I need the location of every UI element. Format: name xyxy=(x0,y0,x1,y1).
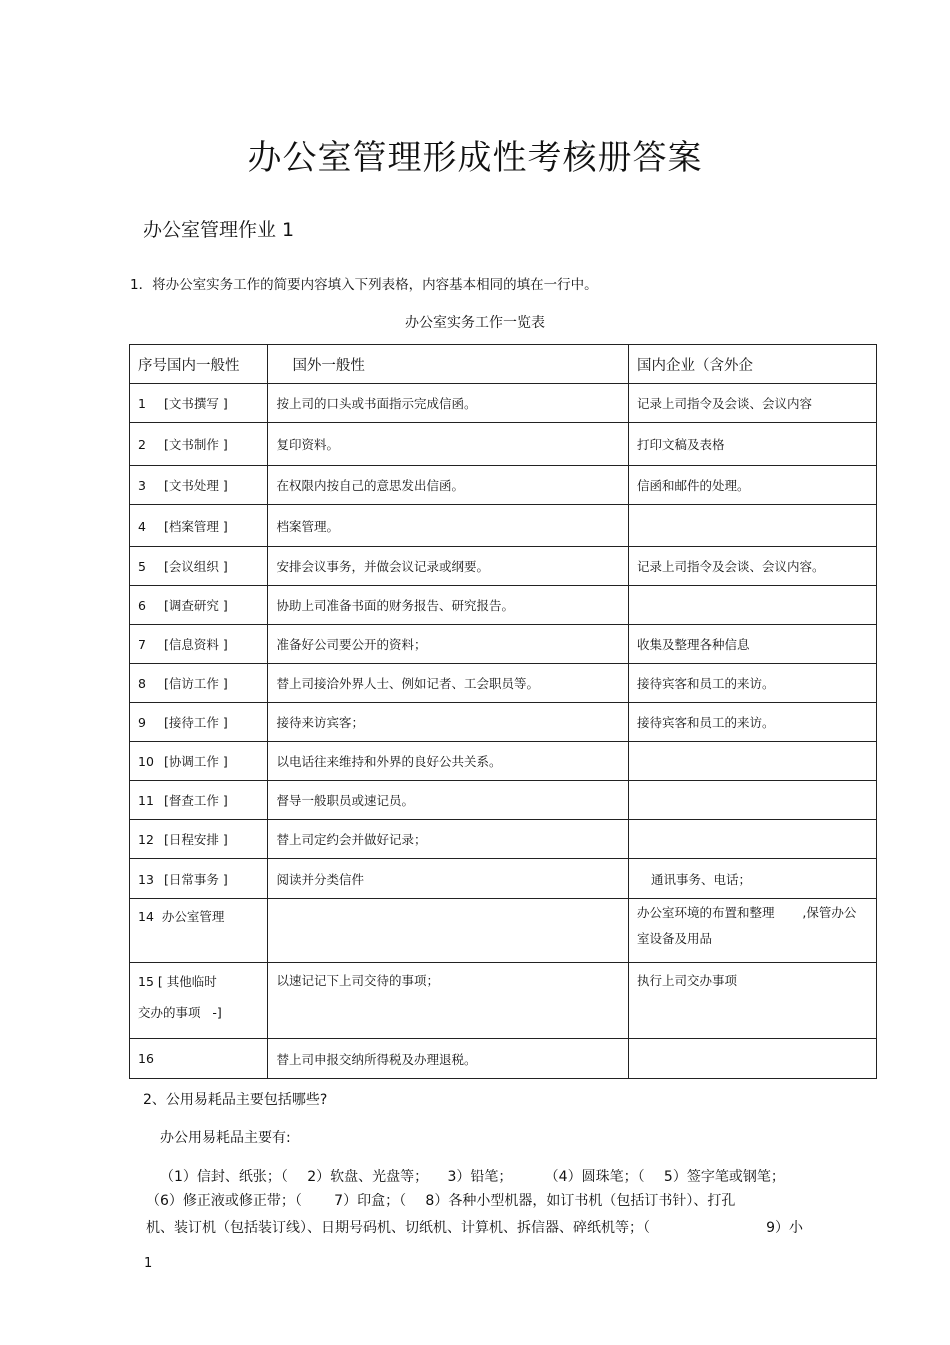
row-item: [信息资料 ] xyxy=(164,637,228,652)
table-row xyxy=(130,466,877,505)
row-number: 4 xyxy=(138,518,146,534)
header-cell-domestic-enterprise: 国内企业（含外企 xyxy=(629,345,877,384)
row-item: [文书撰写 ] xyxy=(164,396,228,411)
cell-domestic: 收集及整理各种信息 xyxy=(629,625,877,664)
row-item: [会议组织 ] xyxy=(164,559,228,574)
row-number: 13 xyxy=(138,871,154,887)
row-item: [信访工作 ] xyxy=(164,676,228,691)
cell-item xyxy=(130,423,268,466)
row-number: 8 xyxy=(138,676,146,691)
cell-foreign xyxy=(268,1039,629,1079)
cell-text-line: 办公室环境的布置和整理 ,保管办公 xyxy=(637,905,857,920)
cell-foreign xyxy=(268,466,629,505)
row-item: [接待工作 ] xyxy=(164,715,228,730)
cell-domestic xyxy=(629,781,877,820)
cell-foreign: 准备好公司要公开的资料； xyxy=(268,625,629,664)
cell-foreign xyxy=(268,505,629,547)
cell-text: 替上司申报交纳所得税及办理退税。 xyxy=(276,1051,477,1067)
cell-foreign: 复印资料。 xyxy=(268,423,629,466)
table-caption: 办公室实务工作一览表 xyxy=(405,315,545,331)
answer-line: 机、装订机（包括装订线）、日期号码机、切纸机、计算机、拆信器、碎纸机等；（ 9）小 xyxy=(146,1220,804,1236)
row-item: [日常事务 ] xyxy=(164,871,228,887)
cell-text-line: 室设备及用品 xyxy=(637,931,713,946)
answer-line: （6）修正液或修正带；（ 7）印盒；（ 8）各种小型机器，如订书机（包括订书针）、打孔 xyxy=(146,1193,736,1209)
row-number: 16 xyxy=(138,1051,154,1066)
cell-foreign: 接待来访宾客； xyxy=(268,703,629,742)
cell-domestic xyxy=(629,820,877,859)
cell-text: 档案管理。 xyxy=(276,518,339,534)
cell-domestic xyxy=(629,1039,877,1079)
cell-item xyxy=(130,899,268,963)
row-item: [文书处理 ] xyxy=(164,478,228,493)
table-row xyxy=(130,547,877,586)
row-number: 1 xyxy=(138,396,146,411)
table-row xyxy=(130,505,877,547)
page-number: 1 xyxy=(144,1256,153,1271)
cell-domestic xyxy=(629,859,877,899)
cell-domestic: 接待宾客和员工的来访。 xyxy=(629,664,877,703)
answer-intro: 办公用易耗品主要有: xyxy=(160,1130,291,1146)
cell-item xyxy=(130,703,268,742)
cell-item xyxy=(130,466,268,505)
cell-domestic xyxy=(629,742,877,781)
cell-item xyxy=(130,547,268,586)
question-2: 2、公用易耗品主要包括哪些? xyxy=(143,1092,328,1108)
row-number: 9 xyxy=(138,715,146,730)
row-item: [文书制作 ] xyxy=(164,437,228,452)
cell-item xyxy=(130,963,268,1039)
cell-domestic xyxy=(629,899,877,963)
row-number: 14 xyxy=(138,909,154,924)
row-number: 6 xyxy=(138,598,146,613)
table-row xyxy=(130,625,877,664)
cell-foreign: 督导一般职员或速记员。 xyxy=(268,781,629,820)
cell-foreign: 协助上司准备书面的财务报告、研究报告。 xyxy=(268,586,629,625)
cell-foreign xyxy=(268,899,629,963)
header-label: 国外一般性 xyxy=(292,357,365,374)
row-number: 2 xyxy=(138,437,146,452)
row-number: 3 xyxy=(138,478,146,493)
cell-item xyxy=(130,742,268,781)
cell-foreign: 以速记记下上司交待的事项； xyxy=(268,963,629,1039)
table-row xyxy=(130,384,877,423)
table-row xyxy=(130,742,877,781)
work-overview-table xyxy=(129,344,877,1079)
cell-item xyxy=(130,505,268,547)
row-item-line: 15 [ 其他临时 xyxy=(138,974,217,989)
row-number: 10 xyxy=(138,754,154,769)
row-item: [协调工作 ] xyxy=(164,754,228,769)
cell-domestic: 记录上司指令及会谈、会议内容 xyxy=(629,384,877,423)
table-row xyxy=(130,703,877,742)
row-item: [日程安排 ] xyxy=(164,832,228,847)
table-row xyxy=(130,820,877,859)
cell-item xyxy=(130,820,268,859)
cell-domestic: 信函和邮件的处理。 xyxy=(629,466,877,505)
table-header-row xyxy=(130,345,877,384)
cell-domestic xyxy=(629,505,877,547)
cell-domestic: 打印文稿及表格 xyxy=(629,423,877,466)
table-row xyxy=(130,963,877,1039)
assignment-heading: 办公室管理作业 1 xyxy=(143,219,295,241)
cell-item xyxy=(130,781,268,820)
row-number: 5 xyxy=(138,559,146,574)
cell-foreign: 安排会议事务，并做会议记录或纲要。 xyxy=(268,547,629,586)
cell-item xyxy=(130,1039,268,1079)
document-title: 办公室管理形成性考核册答案 xyxy=(247,138,703,178)
table-row xyxy=(130,586,877,625)
table-row xyxy=(130,1039,877,1079)
row-item: [档案管理 ] xyxy=(164,518,228,534)
table-row xyxy=(130,423,877,466)
cell-item xyxy=(130,586,268,625)
cell-item xyxy=(130,384,268,423)
header-cell-domestic-general: 序号国内一般性 xyxy=(130,345,268,384)
row-item: 办公室管理 xyxy=(161,909,225,924)
cell-foreign: 阅读并分类信件 xyxy=(268,859,629,899)
row-item-line: 交办的事项 -] xyxy=(138,1005,222,1020)
row-number: 12 xyxy=(138,832,154,847)
cell-item xyxy=(130,859,268,899)
cell-domestic: 记录上司指令及会谈、会议内容。 xyxy=(629,547,877,586)
cell-domestic xyxy=(629,586,877,625)
row-item: [督查工作 ] xyxy=(164,793,228,808)
cell-foreign: 替上司接洽外界人士、例如记者、工会职员等。 xyxy=(268,664,629,703)
row-number: 11 xyxy=(138,793,154,808)
cell-text: 在权限内按自己的意思发出信函。 xyxy=(276,478,464,493)
cell-foreign: 替上司定约会并做好记录； xyxy=(268,820,629,859)
table-row xyxy=(130,859,877,899)
cell-item xyxy=(130,625,268,664)
table-row xyxy=(130,664,877,703)
table-row xyxy=(130,899,877,963)
cell-domestic: 执行上司交办事项 xyxy=(629,963,877,1039)
cell-foreign: 以电话往来维持和外界的良好公共关系。 xyxy=(268,742,629,781)
header-cell-foreign-general xyxy=(268,345,629,384)
cell-foreign: 按上司的口头或书面指示完成信函。 xyxy=(268,384,629,423)
cell-text: 通讯事务、电话； xyxy=(651,871,752,887)
question-1: 1．将办公室实务工作的简要内容填入下列表格，内容基本相同的填在一行中。 xyxy=(130,277,598,293)
row-item: [调查研究 ] xyxy=(164,598,228,613)
cell-domestic: 接待宾客和员工的来访。 xyxy=(629,703,877,742)
row-number: 7 xyxy=(138,637,146,652)
cell-item xyxy=(130,664,268,703)
answer-line: （1）信封、纸张；（ 2）软盘、光盘等； 3）铅笔； （4）圆珠笔；（ 5）签字笔或钢笔； xyxy=(160,1169,785,1185)
table-row xyxy=(130,781,877,820)
